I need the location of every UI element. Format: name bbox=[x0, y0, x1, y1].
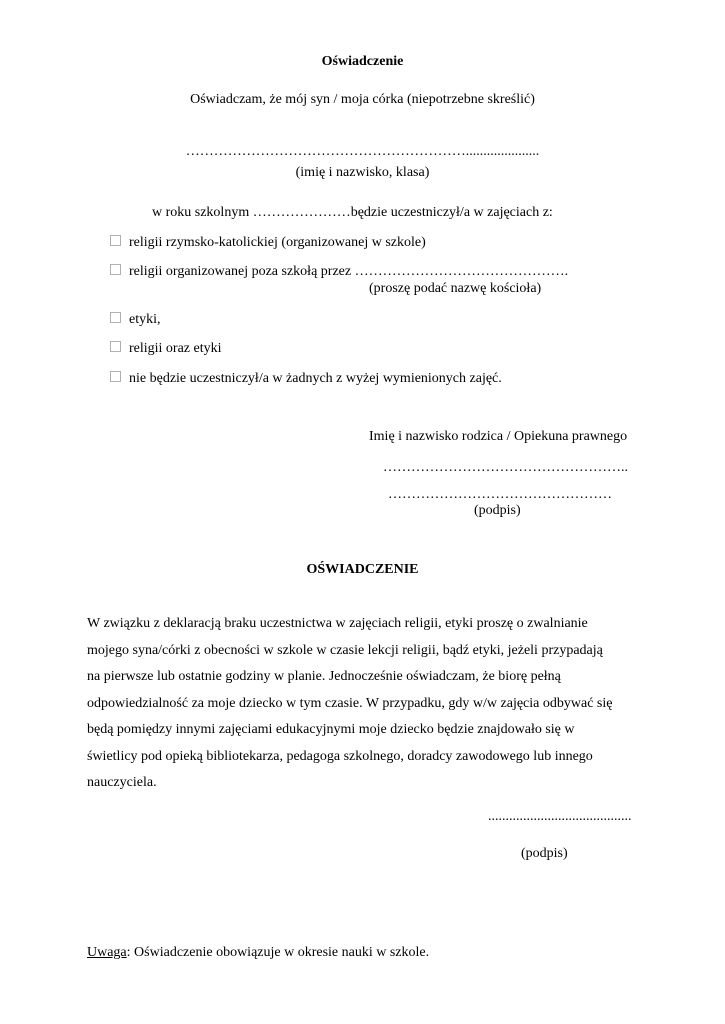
option-ethics[interactable] bbox=[110, 311, 161, 328]
note bbox=[87, 944, 429, 961]
option-none[interactable] bbox=[110, 370, 502, 387]
option-religion-and-ethics[interactable] bbox=[110, 340, 222, 357]
option-label: religii organizowanej poza szkołą przez ………………………………………. bbox=[129, 264, 569, 279]
checkbox-icon[interactable] bbox=[110, 371, 121, 382]
church-name-hint: (proszę podać nazwę kościoła) bbox=[369, 281, 542, 296]
option-religion-school[interactable] bbox=[110, 234, 426, 251]
paragraph-line: W związku z deklaracją braku uczestnictwa w zajęciach religii, etyki proszę o zwalnianie bbox=[87, 616, 588, 631]
checkbox-icon[interactable] bbox=[110, 341, 121, 352]
declaration-intro: Oświadczam, że mój syn / moja córka (niepotrzebne skreślić) bbox=[190, 92, 535, 107]
option-label: nie będzie uczestniczył/a w żadnych z wyżej wymienionych zajęć. bbox=[129, 371, 502, 386]
paragraph-line: będą pomiędzy innymi zajęciami edukacyjnymi moje dziecko będzie znajdowało się w bbox=[87, 722, 575, 737]
exemption-paragraph bbox=[87, 611, 647, 797]
signature-hint: (podpis) bbox=[474, 503, 521, 518]
paragraph-line: odpowiedzialność za moje dziecko w tym czasie. W przypadku, gdy w/w zajęcia odbywać się bbox=[87, 695, 613, 711]
exemption-signature-hint: (podpis) bbox=[521, 846, 568, 861]
exemption-signature-line: ......................................... bbox=[488, 809, 632, 824]
option-label: etyki, bbox=[129, 312, 161, 327]
option-label: religii rzymsko-katolickiej (organizowanej w szkole) bbox=[129, 235, 426, 250]
checkbox-icon[interactable] bbox=[110, 264, 121, 275]
paragraph-line: nauczyciela. bbox=[87, 775, 157, 790]
student-name-line: ……………………………………………………..................... bbox=[185, 144, 540, 159]
note-label: Uwaga bbox=[87, 945, 127, 960]
signature-line: ………………………………………… bbox=[388, 487, 612, 502]
note-text: : Oświadczenie obowiązuje w okresie nauki w szkole. bbox=[126, 945, 430, 960]
checkbox-icon[interactable] bbox=[110, 235, 121, 246]
exemption-title: OŚWIADCZENIE bbox=[306, 562, 419, 577]
paragraph-line: na pierwsze lub ostatnie godziny w planie. Jednocześnie oświadczam, że biorę pełną bbox=[87, 669, 561, 684]
paragraph-line: świetlicy pod opieką bibliotekarza, pedagoga szkolnego, doradcy zawodowego lub innego bbox=[87, 748, 593, 764]
parent-name-line: …………………………………………….. bbox=[383, 460, 628, 475]
checkbox-icon[interactable] bbox=[110, 312, 121, 323]
option-religion-external[interactable] bbox=[110, 263, 568, 280]
student-name-hint: (imię i nazwisko, klasa) bbox=[295, 165, 430, 180]
parent-label: Imię i nazwisko rodzica / Opiekuna prawnego bbox=[369, 429, 628, 444]
declaration-title: Oświadczenie bbox=[321, 54, 404, 69]
school-year-line: w roku szkolnym …………………będzie uczestniczył/a w zajęciach z: bbox=[152, 205, 553, 220]
option-label: religii oraz etyki bbox=[129, 341, 222, 356]
paragraph-line: mojego syna/córki z obecności w szkole w czasie lekcji religii, bądź etyki, jeżeli przypadają bbox=[87, 642, 603, 658]
